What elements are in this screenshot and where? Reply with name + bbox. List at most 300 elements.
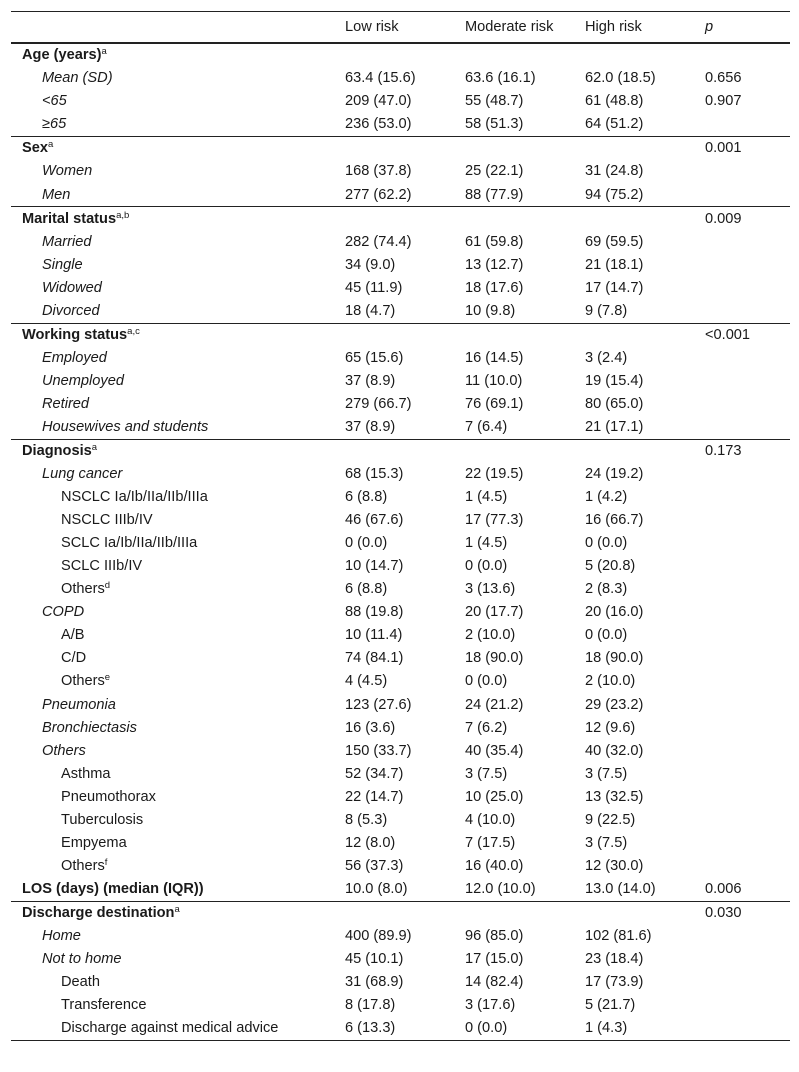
row-label-text: Pneumothorax bbox=[61, 788, 156, 805]
high-risk-value: 102 (81.6) bbox=[585, 928, 652, 944]
row-label bbox=[11, 416, 334, 440]
row-label-text: Empyema bbox=[61, 834, 127, 851]
moderate-risk-value: 18 (17.6) bbox=[465, 279, 524, 296]
footnote-marker: d bbox=[104, 580, 111, 592]
table-row bbox=[11, 323, 790, 347]
high-risk-value: 40 (32.0) bbox=[585, 742, 644, 759]
row-label-text: Housewives and students bbox=[42, 418, 209, 435]
row-label bbox=[11, 370, 334, 393]
low-risk-value: 37 (8.9) bbox=[345, 372, 396, 389]
row-label-text: Unemployed bbox=[42, 372, 124, 389]
table-row bbox=[11, 739, 790, 762]
high-risk-value: 2 (8.3) bbox=[585, 581, 628, 598]
high-risk-value: 80 (65.0) bbox=[585, 395, 644, 412]
p-value bbox=[694, 647, 790, 670]
moderate-risk-value: 3 (13.6) bbox=[465, 581, 516, 598]
moderate-risk-value: 4 (10.0) bbox=[465, 811, 516, 828]
low-risk-value bbox=[334, 137, 454, 161]
moderate-risk-value: 16 (14.5) bbox=[465, 349, 524, 366]
row-label-text: SCLC IIIb/IV bbox=[61, 558, 143, 575]
row-label bbox=[11, 230, 334, 253]
row-label bbox=[11, 486, 334, 509]
table-row bbox=[11, 486, 790, 509]
low-risk-value: 22 (14.7) bbox=[345, 788, 404, 805]
moderate-risk-value: 17 (77.3) bbox=[465, 512, 524, 529]
p-value bbox=[694, 276, 790, 299]
moderate-risk-value: 17 (15.0) bbox=[465, 951, 524, 968]
row-label-text: <65 bbox=[42, 93, 67, 110]
low-risk-value: 4 (4.5) bbox=[345, 673, 388, 690]
high-risk-value: 13 (32.5) bbox=[585, 788, 644, 805]
low-risk-value: 18 (4.7) bbox=[345, 302, 396, 319]
low-risk-value: 46 (67.6) bbox=[345, 512, 404, 529]
high-risk-value: 5 (21.7) bbox=[585, 997, 636, 1014]
row-label bbox=[11, 971, 334, 994]
table-header bbox=[11, 12, 790, 44]
low-risk-value: 209 (47.0) bbox=[345, 93, 412, 110]
table-row bbox=[11, 137, 790, 161]
footnote-marker: a bbox=[47, 139, 54, 151]
row-label bbox=[11, 300, 334, 324]
table-row bbox=[11, 183, 790, 207]
moderate-risk-value: 2 (10.0) bbox=[465, 627, 516, 644]
row-label-text: NSCLC Ia/Ib/IIa/IIb/IIIa bbox=[61, 489, 208, 506]
table-row bbox=[11, 994, 790, 1017]
row-label-text: Widowed bbox=[42, 279, 102, 296]
moderate-risk-value: 96 (85.0) bbox=[465, 928, 524, 944]
moderate-risk-value: 12.0 (10.0) bbox=[465, 880, 536, 897]
low-risk-value: 37 (8.9) bbox=[345, 418, 396, 435]
row-label-text: Discharge against medical advice bbox=[61, 1020, 279, 1037]
low-risk-value: 8 (17.8) bbox=[345, 997, 396, 1014]
p-value bbox=[694, 786, 790, 809]
low-risk-value: 45 (11.9) bbox=[345, 279, 403, 296]
row-label bbox=[11, 739, 334, 762]
low-risk-value bbox=[334, 901, 454, 925]
row-label bbox=[11, 90, 334, 113]
moderate-risk-value: 10 (9.8) bbox=[465, 302, 516, 319]
row-label-text: Sex bbox=[22, 140, 48, 157]
moderate-risk-value: 61 (59.8) bbox=[465, 233, 524, 250]
moderate-risk-value: 1 (4.5) bbox=[465, 489, 508, 506]
moderate-risk-value bbox=[454, 43, 574, 67]
p-value bbox=[694, 716, 790, 739]
table-row bbox=[11, 370, 790, 393]
moderate-risk-value: 88 (77.9) bbox=[465, 186, 524, 203]
high-risk-value: 9 (22.5) bbox=[585, 811, 636, 828]
high-risk-value: 17 (14.7) bbox=[585, 279, 644, 296]
row-label-text: Others bbox=[61, 673, 105, 690]
table-row bbox=[11, 463, 790, 486]
moderate-risk-value: 22 (19.5) bbox=[465, 466, 524, 483]
row-label bbox=[11, 878, 334, 902]
row-label-text: Death bbox=[61, 974, 100, 991]
table-row bbox=[11, 230, 790, 253]
high-risk-value bbox=[574, 439, 694, 463]
high-risk-value: 12 (9.6) bbox=[585, 719, 636, 736]
row-label bbox=[11, 925, 334, 948]
moderate-risk-value: 7 (17.5) bbox=[465, 834, 516, 851]
table-row bbox=[11, 509, 790, 532]
moderate-risk-value: 0 (0.0) bbox=[465, 673, 508, 690]
p-value bbox=[694, 994, 790, 1017]
table-row bbox=[11, 762, 790, 785]
header-low-risk: Low risk bbox=[345, 19, 399, 35]
table-row bbox=[11, 855, 790, 878]
p-value bbox=[694, 160, 790, 183]
row-label-text: Others bbox=[61, 857, 105, 874]
row-label-text: Bronchiectasis bbox=[42, 719, 137, 736]
table-row bbox=[11, 809, 790, 832]
moderate-risk-value: 3 (17.6) bbox=[465, 997, 516, 1014]
p-value bbox=[694, 183, 790, 207]
p-value: 0.656 bbox=[705, 70, 742, 87]
p-value bbox=[694, 855, 790, 878]
row-label-text: Home bbox=[42, 928, 81, 944]
low-risk-value: 65 (15.6) bbox=[345, 349, 404, 366]
row-label bbox=[11, 832, 334, 855]
p-value bbox=[694, 509, 790, 532]
table-row bbox=[11, 160, 790, 183]
high-risk-value: 19 (15.4) bbox=[585, 372, 644, 389]
moderate-risk-value bbox=[454, 439, 574, 463]
moderate-risk-value: 14 (82.4) bbox=[465, 974, 524, 991]
high-risk-value: 31 (24.8) bbox=[585, 163, 644, 180]
high-risk-value: 9 (7.8) bbox=[585, 302, 628, 319]
row-label-text: LOS (days) (median (IQR)) bbox=[22, 880, 204, 897]
table-row bbox=[11, 786, 790, 809]
row-label bbox=[11, 624, 334, 647]
row-label-text: Men bbox=[42, 186, 71, 203]
low-risk-value: 277 (62.2) bbox=[345, 186, 412, 203]
high-risk-value: 13.0 (14.0) bbox=[585, 880, 656, 897]
low-risk-value: 88 (19.8) bbox=[345, 604, 404, 621]
row-label-text: Lung cancer bbox=[42, 466, 123, 483]
moderate-risk-value bbox=[454, 901, 574, 925]
table-container bbox=[11, 11, 790, 1041]
high-risk-value bbox=[574, 43, 694, 67]
row-label bbox=[11, 276, 334, 299]
row-label bbox=[11, 647, 334, 670]
row-label-text: Married bbox=[42, 233, 92, 250]
low-risk-value bbox=[334, 323, 454, 347]
table-row bbox=[11, 670, 790, 693]
footnote-marker: a,c bbox=[127, 325, 140, 337]
p-value: 0.907 bbox=[705, 93, 742, 110]
row-label bbox=[11, 578, 334, 601]
moderate-risk-value: 7 (6.2) bbox=[465, 719, 508, 736]
high-risk-value: 24 (19.2) bbox=[585, 466, 644, 483]
table-row bbox=[11, 347, 790, 370]
p-value bbox=[694, 578, 790, 601]
row-label bbox=[11, 901, 334, 925]
row-label bbox=[11, 393, 334, 416]
p-value bbox=[694, 486, 790, 509]
table-row bbox=[11, 716, 790, 739]
p-value bbox=[694, 253, 790, 276]
low-risk-value: 6 (8.8) bbox=[345, 581, 388, 598]
row-label-text: Working status bbox=[22, 326, 128, 343]
low-risk-value: 12 (8.0) bbox=[345, 834, 396, 851]
row-label bbox=[11, 207, 334, 231]
table-row bbox=[11, 393, 790, 416]
high-risk-value bbox=[574, 207, 694, 231]
row-label-text: Age (years) bbox=[22, 47, 102, 64]
row-label bbox=[11, 716, 334, 739]
row-label bbox=[11, 670, 334, 693]
low-risk-value: 16 (3.6) bbox=[345, 719, 396, 736]
moderate-risk-value: 20 (17.7) bbox=[465, 604, 524, 621]
row-label bbox=[11, 509, 334, 532]
low-risk-value bbox=[334, 43, 454, 67]
table-row bbox=[11, 693, 790, 716]
row-label-text: C/D bbox=[61, 650, 87, 667]
table-row bbox=[11, 416, 790, 440]
p-value bbox=[694, 971, 790, 994]
low-risk-value: 45 (10.1) bbox=[345, 951, 404, 968]
high-risk-value: 64 (51.2) bbox=[585, 116, 644, 133]
moderate-risk-value: 18 (90.0) bbox=[465, 650, 524, 667]
high-risk-value: 0 (0.0) bbox=[585, 627, 628, 644]
low-risk-value: 282 (74.4) bbox=[345, 233, 412, 250]
table-body bbox=[11, 43, 790, 1041]
row-label bbox=[11, 855, 334, 878]
p-value bbox=[694, 230, 790, 253]
moderate-risk-value: 55 (48.7) bbox=[465, 93, 524, 110]
moderate-risk-value: 24 (21.2) bbox=[465, 696, 524, 713]
row-label bbox=[11, 253, 334, 276]
p-value bbox=[694, 1017, 790, 1041]
row-label-text: SCLC Ia/Ib/IIa/IIb/IIIa bbox=[61, 535, 198, 552]
low-risk-value: 400 (89.9) bbox=[345, 928, 412, 944]
table-row bbox=[11, 67, 790, 90]
moderate-risk-value bbox=[454, 137, 574, 161]
row-label-text: Divorced bbox=[42, 302, 100, 319]
high-risk-value: 0 (0.0) bbox=[585, 535, 628, 552]
p-value bbox=[694, 393, 790, 416]
row-label-text: Discharge destination bbox=[22, 904, 175, 921]
p-value: 0.173 bbox=[694, 439, 790, 463]
row-label-text: NSCLC IIIb/IV bbox=[61, 512, 153, 529]
p-value bbox=[694, 113, 790, 137]
footnote-marker: e bbox=[104, 672, 111, 684]
high-risk-value: 16 (66.7) bbox=[585, 512, 644, 529]
row-label-text: Employed bbox=[42, 349, 107, 366]
row-label bbox=[11, 347, 334, 370]
table-row bbox=[11, 532, 790, 555]
high-risk-value: 2 (10.0) bbox=[585, 673, 636, 690]
table-row bbox=[11, 948, 790, 971]
row-label bbox=[11, 137, 334, 161]
row-label bbox=[11, 113, 334, 137]
row-label bbox=[11, 160, 334, 183]
moderate-risk-value bbox=[454, 323, 574, 347]
row-label bbox=[11, 43, 334, 67]
low-risk-value: 10 (11.4) bbox=[345, 627, 403, 644]
moderate-risk-value: 0 (0.0) bbox=[454, 1017, 574, 1041]
p-value: 0.006 bbox=[705, 880, 742, 897]
table-row bbox=[11, 555, 790, 578]
low-risk-value: 68 (15.3) bbox=[345, 466, 404, 483]
footnote-marker: a bbox=[91, 442, 98, 454]
footnote-marker: a bbox=[101, 46, 107, 58]
row-label-text: Not to home bbox=[42, 951, 122, 968]
header-p-value: p bbox=[705, 19, 714, 35]
row-label-text: Marital status bbox=[22, 210, 117, 227]
footnote-marker: f bbox=[104, 856, 108, 868]
header-label-column bbox=[11, 12, 334, 44]
row-label-text: Others bbox=[61, 581, 105, 598]
moderate-risk-value: 11 (10.0) bbox=[465, 372, 523, 389]
high-risk-value: 1 (4.3) bbox=[574, 1017, 694, 1041]
low-risk-value: 123 (27.6) bbox=[345, 696, 412, 713]
moderate-risk-value: 58 (51.3) bbox=[465, 116, 524, 133]
table-row bbox=[11, 300, 790, 324]
p-value bbox=[694, 925, 790, 948]
row-label-text: A/B bbox=[61, 627, 85, 644]
p-value bbox=[694, 670, 790, 693]
p-value bbox=[694, 370, 790, 393]
high-risk-value: 3 (7.5) bbox=[585, 834, 628, 851]
p-value: 0.030 bbox=[694, 901, 790, 925]
row-label-text: ≥65 bbox=[42, 116, 67, 133]
table-row bbox=[11, 43, 790, 67]
high-risk-value: 62.0 (18.5) bbox=[585, 70, 656, 87]
row-label-text: Others bbox=[42, 742, 86, 759]
header-high-risk: High risk bbox=[585, 19, 642, 35]
moderate-risk-value: 76 (69.1) bbox=[465, 395, 524, 412]
low-risk-value: 0 (0.0) bbox=[345, 535, 388, 552]
row-label-text: COPD bbox=[42, 604, 85, 621]
high-risk-value: 20 (16.0) bbox=[585, 604, 644, 621]
p-value bbox=[694, 463, 790, 486]
high-risk-value: 21 (18.1) bbox=[585, 256, 644, 273]
table-row bbox=[11, 207, 790, 231]
moderate-risk-value: 1 (4.5) bbox=[465, 535, 508, 552]
moderate-risk-value bbox=[454, 207, 574, 231]
p-value bbox=[694, 347, 790, 370]
low-risk-value: 52 (34.7) bbox=[345, 765, 404, 782]
high-risk-value bbox=[574, 137, 694, 161]
p-value bbox=[694, 762, 790, 785]
p-value bbox=[694, 948, 790, 971]
high-risk-value: 94 (75.2) bbox=[585, 186, 644, 203]
moderate-risk-value: 40 (35.4) bbox=[465, 742, 524, 759]
p-value bbox=[694, 624, 790, 647]
high-risk-value: 1 (4.2) bbox=[585, 489, 628, 506]
moderate-risk-value: 7 (6.4) bbox=[465, 418, 508, 435]
row-label bbox=[11, 439, 334, 463]
row-label bbox=[11, 762, 334, 785]
table-row bbox=[11, 90, 790, 113]
table-row bbox=[11, 578, 790, 601]
low-risk-value: 236 (53.0) bbox=[345, 116, 412, 133]
table-row bbox=[11, 1017, 790, 1041]
high-risk-value: 17 (73.9) bbox=[585, 974, 644, 991]
table-row bbox=[11, 647, 790, 670]
row-label bbox=[11, 693, 334, 716]
row-label bbox=[11, 555, 334, 578]
moderate-risk-value: 3 (7.5) bbox=[465, 765, 508, 782]
low-risk-value: 279 (66.7) bbox=[345, 395, 412, 412]
high-risk-value: 21 (17.1) bbox=[585, 418, 644, 435]
moderate-risk-value: 10 (25.0) bbox=[465, 788, 524, 805]
row-label-text: Asthma bbox=[61, 765, 111, 782]
table-row bbox=[11, 439, 790, 463]
high-risk-value: 3 (2.4) bbox=[585, 349, 628, 366]
high-risk-value: 5 (20.8) bbox=[585, 558, 636, 575]
row-label bbox=[11, 1017, 334, 1041]
low-risk-value: 10 (14.7) bbox=[345, 558, 404, 575]
row-label-text: Transference bbox=[61, 997, 147, 1014]
low-risk-value: 168 (37.8) bbox=[345, 163, 412, 180]
row-label bbox=[11, 809, 334, 832]
high-risk-value bbox=[574, 901, 694, 925]
low-risk-value: 34 (9.0) bbox=[345, 256, 396, 273]
table-row bbox=[11, 971, 790, 994]
high-risk-value: 69 (59.5) bbox=[585, 233, 644, 250]
p-value bbox=[694, 832, 790, 855]
table-row bbox=[11, 878, 790, 902]
row-label bbox=[11, 532, 334, 555]
row-label bbox=[11, 183, 334, 207]
p-value bbox=[694, 809, 790, 832]
low-risk-value: 10.0 (8.0) bbox=[345, 880, 408, 897]
p-value bbox=[694, 555, 790, 578]
row-label bbox=[11, 994, 334, 1017]
row-label-text: Pneumonia bbox=[42, 696, 116, 713]
row-label bbox=[11, 67, 334, 90]
footnote-marker: a,b bbox=[116, 209, 130, 221]
low-risk-value: 8 (5.3) bbox=[345, 811, 388, 828]
low-risk-value: 63.4 (15.6) bbox=[345, 70, 416, 87]
moderate-risk-value: 0 (0.0) bbox=[465, 558, 508, 575]
table-row bbox=[11, 253, 790, 276]
low-risk-value: 56 (37.3) bbox=[345, 857, 404, 874]
table-row bbox=[11, 624, 790, 647]
high-risk-value: 12 (30.0) bbox=[585, 857, 644, 874]
p-value: 0.009 bbox=[694, 207, 790, 231]
row-label-text: Retired bbox=[42, 395, 90, 412]
table-row bbox=[11, 276, 790, 299]
p-value bbox=[694, 739, 790, 762]
high-risk-value: 18 (90.0) bbox=[585, 650, 644, 667]
p-value: <0.001 bbox=[694, 323, 790, 347]
p-value bbox=[694, 300, 790, 324]
p-value bbox=[694, 43, 790, 67]
footnote-marker: a bbox=[174, 903, 180, 915]
header-row bbox=[11, 12, 790, 44]
row-label-text: Women bbox=[42, 163, 93, 180]
low-risk-value bbox=[334, 439, 454, 463]
moderate-risk-value: 13 (12.7) bbox=[465, 256, 524, 273]
high-risk-value: 23 (18.4) bbox=[585, 951, 644, 968]
low-risk-value bbox=[334, 207, 454, 231]
row-label-text: Tuberculosis bbox=[61, 811, 144, 828]
row-label bbox=[11, 601, 334, 624]
row-label-text: Mean (SD) bbox=[42, 70, 113, 87]
high-risk-value bbox=[574, 323, 694, 347]
p-value bbox=[694, 532, 790, 555]
table-row bbox=[11, 925, 790, 948]
p-value: 0.001 bbox=[694, 137, 790, 161]
p-value bbox=[694, 601, 790, 624]
high-risk-value: 3 (7.5) bbox=[585, 765, 628, 782]
moderate-risk-value: 63.6 (16.1) bbox=[465, 70, 536, 87]
table-row bbox=[11, 832, 790, 855]
low-risk-value: 6 (8.8) bbox=[345, 489, 388, 506]
low-risk-value: 150 (33.7) bbox=[345, 742, 412, 759]
